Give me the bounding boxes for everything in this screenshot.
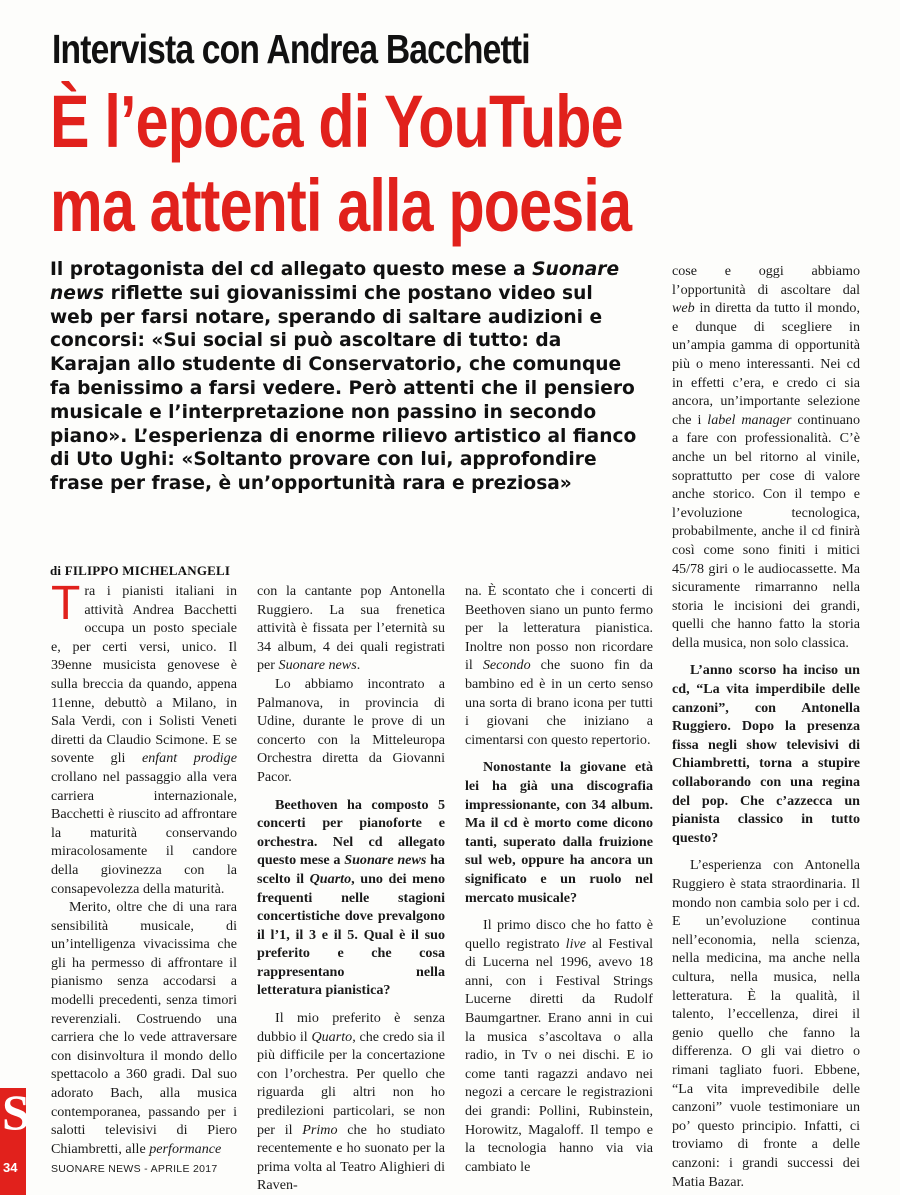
text-run: , uno dei meno frequenti nelle stagioni concertistiche dove prevalgono il l’1, il 3 e il 5. Qual è il suo preferito e che cosa rappresentano nella letteratura pianistica? bbox=[257, 870, 445, 999]
text-run: Merito, oltre che di una rara sensibilità musicale, di un’intelligenza vivacissima che gli ha permesso di affrontare il pianismo senza accodarsi a modelli precedenti, senza timori reverenziali. Costruendo una carriera che lo vede attraversare con disinvoltura il mondo dello spettacolo a 360 gradi. Dal suo adorato Bach, alla musica contemporanea, passando per i salotti televisivi di Piero Chiambretti, alle bbox=[51, 899, 237, 1157]
text-run-italic: Secondo bbox=[482, 657, 531, 674]
paragraph bbox=[465, 916, 653, 1176]
text-run: , che credo sia il più difficile per la concertazione con l’orchestra. Per quello che riguarda gli altri non ho predilezioni particolari, se non per il bbox=[257, 1028, 445, 1138]
column-2 bbox=[257, 582, 445, 1195]
text-run-italic: label manager bbox=[707, 411, 792, 428]
paragraph bbox=[257, 582, 445, 675]
interview-question bbox=[257, 796, 445, 1001]
text-run: ra i pianisti italiani in attività Andrea Bacchetti occupa un posto speciale e, per certi versi, unico. Il 39enne musicista genovese è sulla breccia da quando, appena 11enne, debuttò a Milano, in Sala Verdi, con i Solisti Veneti diretti da Claudio Scimone. E se sovente gli bbox=[51, 583, 237, 767]
text-run: na. È scontato che i concerti di Beethoven siano un punto fermo per la letteratura pianistica. Inoltre non posso non ricordare il bbox=[465, 583, 653, 674]
interview-question: Nonostante la giovane età lei ha già una discografia impressionante, con 34 album. Ma il cd è morto come dicono tanti, superato dalla fruizione sul web, oppure ha ancora un significato e un ruolo nel mercato musicale? bbox=[465, 759, 653, 906]
text-run: in diretta da tutto il mondo, e dunque di scegliere in un’ampia gamma di opportunità più o meno interessanti. Nei cd in effetti c’era, e credo ci sia ancora, un’importante selezione che i bbox=[672, 300, 860, 428]
paragraph: L’esperienza con Antonella Ruggiero è stata straordinaria. Il mondo non cambia solo per i cd. E un’evoluzione continua nell’economia, nella scienza, nella medicina, ma anche nella cultura, nella musica, nella letteratura. È la qualità, il talento, l’eccellenza, direi il genio quello che fanno la differenza. O gli vai dietro o rimani tagliato fuori. Ebbene, “La vita imprevedibile delle canzoni” vuole testimoniare un po’ questo principio. Infatti, ci troviamo di fronte a delle canzoni: i grandi successi dei Matia Bazar. bbox=[672, 857, 860, 1190]
byline: di FILIPPO MICHELANGELI bbox=[50, 563, 231, 578]
headline-line-1: È l’epoca di YouTube bbox=[50, 80, 623, 163]
lead-part-1: Il protagonista del cd allegato questo mese a bbox=[50, 259, 533, 280]
article-kicker: Intervista con Andrea Bacchetti bbox=[52, 26, 530, 72]
text-run: che suono fin da bambino ed è in un certo senso una sorta di brano icona per tutti i giovani che iniziano a cimentarsi con questo repertorio. bbox=[465, 657, 653, 748]
column-3 bbox=[465, 582, 653, 1176]
text-run: Il primo disco che ho fatto è quello registrato bbox=[465, 917, 653, 952]
article-lead bbox=[50, 258, 640, 496]
paragraph bbox=[672, 262, 860, 652]
lead-magazine-name: Suonare news bbox=[50, 259, 620, 304]
text-run-italic: performance bbox=[149, 1140, 222, 1157]
paragraph bbox=[465, 582, 653, 749]
lead-part-2: riflette sui giovanissimi che postano video sul web per farsi notare, sperando di saltare audizioni e concorsi: «Sui social si può ascoltare di tutto: da Karajan allo studente di Conservatorio, che comunque fa benissimo a farsi vedere. Però attenti che il pensiero musicale e l’interpretazione non passino in secondo piano». L’esperienza di enorme rilievo artistico al fianco di Uto Ughi: «Soltanto provare con lui, approfondire frase per frase, è un’opportunità rara e preziosa» bbox=[50, 282, 637, 495]
text-run-italic: Suonare news bbox=[344, 852, 427, 869]
text-run-italic: enfant prodige bbox=[141, 750, 237, 767]
text-run: crollano nel passaggio alla vera carriera internazionale, Bacchetti è riuscito ad affrontare la maturità conservando miracolosamente il candore della giovinezza con la consapevolezza della maturità. bbox=[51, 768, 237, 897]
text-run-italic: Primo bbox=[302, 1121, 338, 1138]
text-run: ha scelto il bbox=[257, 852, 445, 887]
footer-issue: SUONARE NEWS - APRILE 2017 bbox=[51, 1163, 218, 1175]
column-1 bbox=[51, 577, 237, 1158]
article-headline bbox=[50, 80, 631, 248]
text-run: con la cantante pop Antonella Ruggiero. La sua frenetica attività è fissata per l’eternità su 34 album, 4 dei quali registrati per bbox=[257, 583, 445, 674]
text-run: continuano a fare con professionalità. C’è anche un bel ritorno al vinile, soprattutto per cose di valore anche storico. Con il tempo e l’evoluzione tecnologica, probabilmente, anche il cd finirà così come sono finiti i mitici 45/78 giri o le audiocassette. Ma sicuramente rimarranno nella storia le incisioni dei grandi, quelli che hanno fatto la storia della musica, non solo classica. bbox=[672, 411, 860, 651]
text-run-italic: Quarto bbox=[309, 870, 352, 887]
text-run: che ho studiato recentemente e ho suonato per la prima volta al Teatro Alighieri di Raven- bbox=[257, 1121, 445, 1194]
column-4 bbox=[672, 262, 860, 1191]
drop-cap: T bbox=[51, 577, 81, 630]
paragraph bbox=[51, 898, 237, 1158]
text-run-italic: live bbox=[565, 935, 586, 952]
paragraph bbox=[51, 577, 237, 898]
text-run: . bbox=[356, 657, 361, 674]
paragraph: Lo abbiamo incontrato a Palmanova, in provincia di Udine, durante le prove di un concerto con la Mitteleuropa Orchestra diretta da Giovanni Pacor. bbox=[257, 675, 445, 785]
text-run-italic: Quarto bbox=[311, 1028, 353, 1045]
text-run-italic: web bbox=[672, 300, 695, 317]
text-run: cose e oggi abbiamo l’opportunità di ascoltare dal bbox=[672, 263, 860, 298]
text-run: al Festival di Lucerna nel 1996, avevo 18 anni, con i Festival Strings Lucerne diretti da Rudolf Baumgartner. Erano anni in cui la musica s’ascoltava o alla radio, in Tv o nei dischi. E io come tanti ragazzi andavo nei negozi a cercare le registrazioni dei grandi: Pollini, Rubinstein, Horowitz, Magaloff. Il tempo e la tecnologia hanno via via cambiato le bbox=[465, 935, 653, 1175]
section-letter: S bbox=[2, 1084, 30, 1140]
text-run: Beethoven ha composto 5 concerti per pianoforte e orchestra. Nel cd allegato questo mese a bbox=[257, 796, 445, 869]
page-number: 34 bbox=[3, 1160, 18, 1175]
text-run: Il mio preferito è senza dubbio il bbox=[257, 1010, 445, 1045]
headline-line-2: ma attenti alla poesia bbox=[50, 164, 632, 247]
text-run-italic: Suonare news bbox=[278, 657, 357, 674]
interview-question: L’anno scorso ha inciso un cd, “La vita imperdibile delle canzoni”, con Antonella Ruggiero. Dopo la presenza fissa negli show televisivi di Chiambretti, torna a stupire collaborando con una regina del pop. Che c’azzecca un pianista classico in tutto questo? bbox=[672, 662, 860, 846]
paragraph bbox=[257, 1009, 445, 1195]
